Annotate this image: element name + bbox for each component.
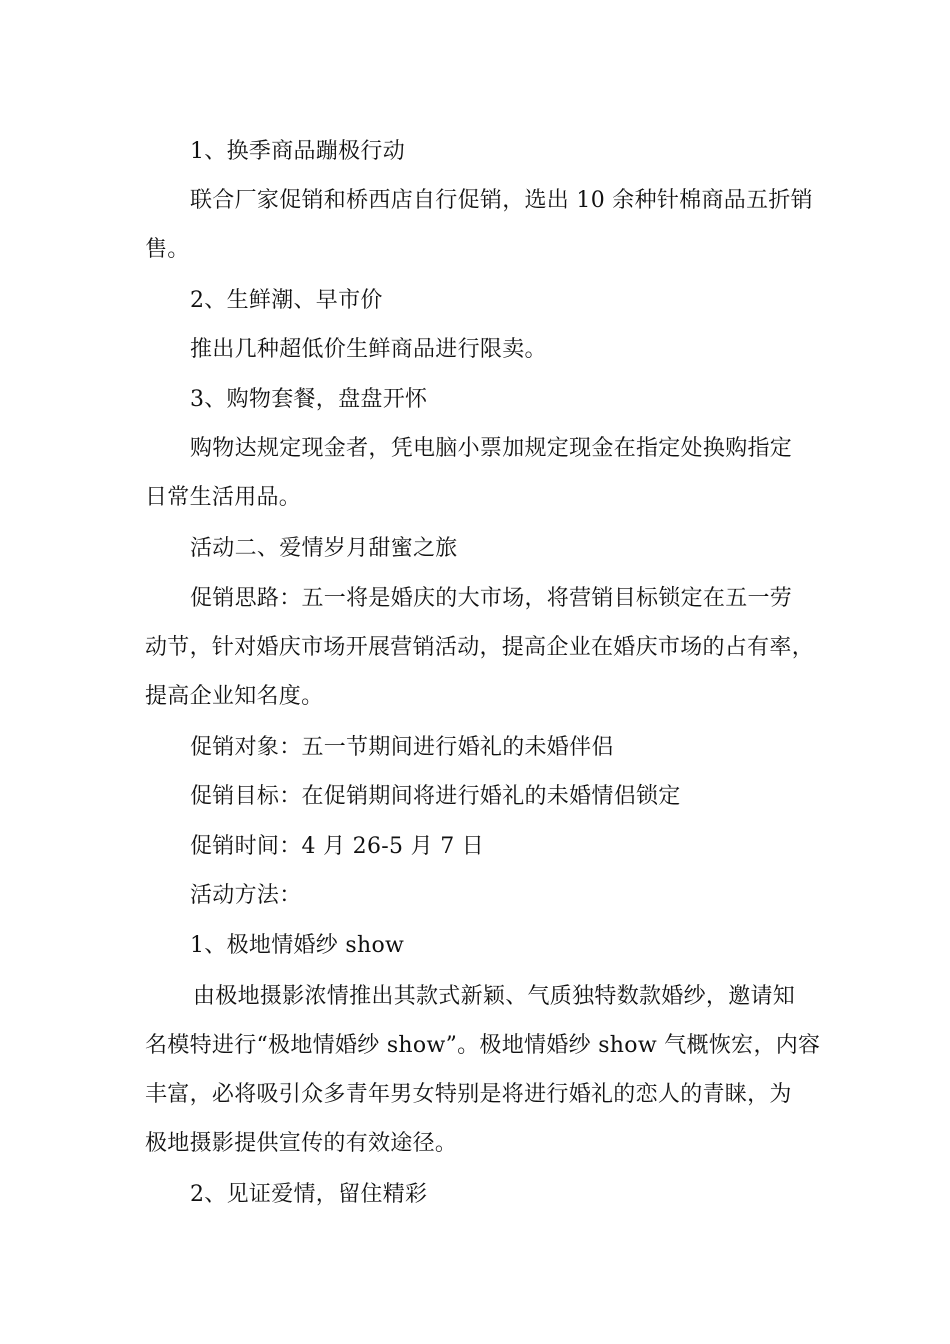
- paragraph-line: 由极地摄影浓情推出其款式新颖、气质独特数款婚纱，邀请知: [193, 984, 796, 1009]
- paragraph-line: 动节，针对婚庆市场开展营销活动，提高企业在婚庆市场的占有率，: [145, 635, 815, 660]
- paragraph-line: 促销时间：4 月 26-5 月 7 日: [190, 834, 485, 859]
- list-heading-5: 2、见证爱情，留住精彩: [190, 1182, 428, 1207]
- paragraph-line: 丰富，必将吸引众多青年男女特别是将进行婚礼的恋人的青睐，为: [145, 1082, 792, 1107]
- paragraph-line: 购物达规定现金者，凭电脑小票加规定现金在指定处换购指定: [190, 436, 793, 461]
- paragraph-line: 促销目标：在促销期间将进行婚礼的未婚情侣锁定: [190, 784, 681, 809]
- list-heading-2: 2、生鲜潮、早市价: [190, 288, 383, 313]
- section-heading: 活动二、爱情岁月甜蜜之旅: [190, 536, 458, 561]
- list-heading-1: 1、换季商品蹦极行动: [190, 139, 405, 164]
- paragraph-line: 促销对象：五一节期间进行婚礼的未婚伴侣: [190, 735, 614, 760]
- paragraph-line: 促销思路：五一将是婚庆的大市场，将营销目标锁定在五一劳: [190, 586, 793, 611]
- paragraph-line: 售。: [145, 237, 190, 262]
- paragraph-line: 极地摄影提供宣传的有效途径。: [145, 1131, 458, 1156]
- list-heading-4: 1、极地情婚纱 show: [190, 933, 405, 958]
- paragraph-line: 日常生活用品。: [145, 485, 302, 510]
- paragraph-line: 联合厂家促销和桥西店自行促销，选出 10 余种针棉商品五折销: [190, 188, 813, 213]
- paragraph-line: 推出几种超低价生鲜商品进行限卖。: [190, 337, 547, 362]
- paragraph-line: 活动方法：: [190, 883, 302, 908]
- list-heading-3: 3、购物套餐，盘盘开怀: [190, 387, 428, 412]
- paragraph-line: 提高企业知名度。: [145, 684, 324, 709]
- paragraph-line: 名模特进行“极地情婚纱 show”。极地情婚纱 show 气概恢宏，内容: [145, 1033, 821, 1058]
